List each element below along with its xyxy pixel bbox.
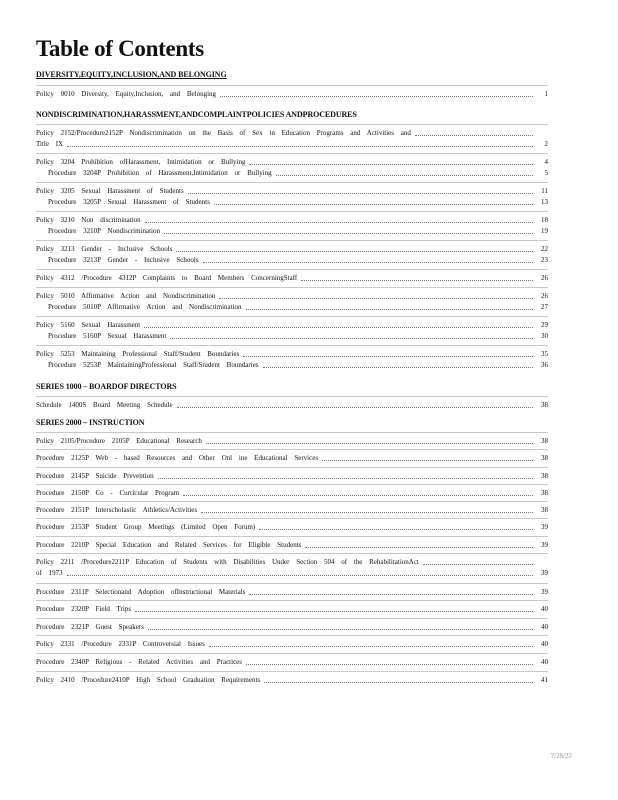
entry-title: Procedure 5160P Sexual Harassment	[48, 332, 167, 340]
dot-leader	[177, 407, 533, 408]
page-number: 39	[541, 569, 548, 577]
entry-divider	[36, 501, 548, 502]
toc-line	[36, 505, 548, 516]
toc-entry[interactable]	[36, 215, 548, 237]
dot-leader	[263, 367, 533, 368]
entry-title: Procedure 5010P Affirmative Action and Nondiscrimination	[48, 303, 242, 311]
toc-line	[36, 471, 548, 482]
toc-line	[36, 657, 548, 668]
entry-title: Policy 5160 Sexual Harassment	[36, 321, 141, 329]
dot-leader	[264, 682, 533, 683]
toc-entry[interactable]	[36, 557, 548, 579]
entry-divider	[36, 671, 548, 672]
toc-line	[36, 197, 548, 208]
entry-title: Procedure 2153P Student Group Meetings (Limited Open Forum)	[36, 523, 256, 531]
toc-entry[interactable]	[36, 273, 548, 284]
entry-title: Title IX	[36, 140, 64, 148]
page-number: 19	[541, 227, 548, 235]
page-number: 38	[541, 506, 548, 514]
dot-leader	[249, 164, 533, 165]
page-number: 30	[541, 332, 548, 340]
page-number: 29	[541, 321, 548, 329]
toc-line	[36, 273, 548, 284]
entry-title: Policy 2331 /Procedure 2331P Controversial Issues	[36, 640, 205, 648]
entry-title: Schedule 1400S Board Meeting Schedule	[36, 401, 173, 409]
dot-leader	[243, 356, 533, 357]
entry-divider	[36, 653, 548, 654]
page-number: 40	[541, 658, 548, 666]
entry-title: Policy 5253 Maintaining Professional Staff/Student Boundaries	[36, 350, 240, 358]
entry-title: Procedure 2210P Special Education and Related Services for Eligible Students	[36, 541, 302, 549]
entry-divider	[36, 618, 548, 619]
entry-divider	[36, 600, 548, 601]
toc-entry[interactable]	[36, 639, 548, 650]
toc-entry[interactable]	[36, 471, 548, 482]
page-number: 11	[541, 187, 548, 195]
page-number: 4	[544, 158, 548, 166]
dot-leader	[219, 298, 533, 299]
toc-entry[interactable]	[36, 244, 548, 266]
page-number: 27	[541, 303, 548, 311]
entry-divider	[36, 269, 548, 270]
entry-title: Procedure 3204P Prohibition of Harassment,Intimidation or Bullying	[48, 169, 272, 177]
toc-entry[interactable]	[36, 128, 548, 150]
toc-line	[36, 331, 548, 342]
entry-title: Procedure 5253P MaintainingProfessional Staff/Student Boundaries	[48, 361, 259, 369]
dot-leader	[305, 547, 533, 548]
entry-divider	[36, 484, 548, 485]
entry-divider	[36, 211, 548, 212]
dot-leader	[135, 611, 533, 612]
dot-leader	[188, 193, 533, 194]
entry-divider	[36, 553, 548, 554]
entry-divider	[36, 396, 548, 397]
toc-entry[interactable]	[36, 675, 548, 686]
entry-divider	[36, 153, 548, 154]
toc-entry[interactable]	[36, 604, 548, 615]
page-number: 40	[541, 605, 548, 613]
toc-line	[36, 255, 548, 266]
entry-divider	[36, 635, 548, 636]
toc-line	[36, 157, 548, 168]
entry-divider	[36, 182, 548, 183]
entry-divider	[36, 287, 548, 288]
toc-entry[interactable]	[36, 540, 548, 551]
entry-title: Policy 5010 Affirmative Action and Nondiscrimination	[36, 292, 216, 300]
toc-entry[interactable]	[36, 186, 548, 208]
dot-leader	[145, 222, 533, 223]
page-number: 38	[541, 401, 548, 409]
page-number: 39	[541, 523, 548, 531]
page-number: 5	[544, 169, 548, 177]
toc-line	[36, 639, 548, 650]
page-number: 36	[541, 361, 548, 369]
entry-divider	[36, 85, 548, 86]
entry-divider	[36, 583, 548, 584]
dot-leader	[148, 629, 533, 630]
dot-leader	[249, 594, 533, 595]
entry-title: of 1973	[36, 569, 63, 577]
entry-title: Policy 3204 Prohibition ofHarassment, Intimidation or Bullying	[36, 158, 246, 166]
entry-title: Procedure 2340P Religious - Related Activities and Practices	[36, 658, 243, 666]
entry-title: Policy 2105/Procedure 2105P Educational Research	[36, 437, 202, 445]
toc-line	[36, 436, 548, 447]
dot-leader	[276, 175, 533, 176]
toc-entry[interactable]	[36, 657, 548, 668]
entry-title: Policy 4312 /Procedure 4312P Complaints to Board Members ConcerningStaff	[36, 274, 298, 282]
page-title: Table of Contents	[36, 36, 204, 61]
dot-leader	[220, 96, 533, 97]
dot-leader	[423, 564, 533, 565]
toc-line	[36, 488, 548, 499]
dot-leader	[67, 575, 533, 576]
page-number: 26	[541, 292, 548, 300]
entry-divider	[36, 432, 548, 433]
entry-title: Procedure 2150P Co - Curricular Program	[36, 489, 180, 497]
toc-line	[36, 128, 548, 139]
toc-entry[interactable]	[36, 505, 548, 516]
toc-line	[36, 302, 548, 313]
entry-divider	[36, 345, 548, 346]
toc-line	[36, 186, 548, 197]
toc-entry[interactable]	[36, 400, 548, 411]
page-number: 39	[541, 588, 548, 596]
entry-title: Policy 0010 Diversity, Equity,Inclusion, and Belonging	[36, 90, 217, 98]
entry-divider	[36, 124, 548, 125]
toc-line	[36, 226, 548, 237]
toc-line	[36, 320, 548, 331]
dot-leader	[206, 443, 533, 444]
entry-title: Procedure 2145P Suicide Prevention	[36, 472, 154, 480]
toc-line	[36, 349, 548, 360]
entry-title: Procedure 2125P Web - based Resources and Other Onl ine Educational Services	[36, 454, 319, 462]
toc-entry[interactable]	[36, 622, 548, 633]
section-heading: SERIES 2000 – INSTRUCTION	[36, 418, 145, 427]
entry-divider	[36, 240, 548, 241]
dot-leader	[203, 262, 533, 263]
page-number: 38	[541, 472, 548, 480]
dot-leader	[301, 280, 533, 281]
toc-entry[interactable]	[36, 157, 548, 179]
toc-line	[36, 453, 548, 464]
toc-entry[interactable]	[36, 320, 548, 342]
dot-leader	[209, 646, 533, 647]
page-number: 41	[541, 676, 548, 684]
page-number: 40	[541, 623, 548, 631]
entry-title: Procedure 3205P Sexual Harassment of Students	[48, 198, 210, 206]
toc-line	[36, 604, 548, 615]
toc-entry[interactable]	[36, 89, 548, 100]
page-number: 18	[541, 216, 548, 224]
entry-title: Procedure 3210P Nondiscrimination	[48, 227, 161, 235]
page-number: 13	[541, 198, 548, 206]
dot-leader	[183, 495, 533, 496]
toc-line	[36, 168, 548, 179]
toc-line	[36, 89, 548, 100]
dot-leader	[415, 135, 533, 136]
page-number: 26	[541, 274, 548, 282]
toc-entry[interactable]	[36, 453, 548, 464]
dot-leader	[259, 529, 533, 530]
page-number: 35	[541, 350, 548, 358]
toc-line	[36, 215, 548, 226]
toc-entry[interactable]	[36, 291, 548, 313]
entry-title: Policy 2211 /Procedure2211P Education of Students with Disabilities Under Section 504 of the RehabilitationAct	[36, 558, 419, 566]
dot-leader	[214, 204, 533, 205]
toc-line	[36, 557, 548, 568]
dot-leader	[322, 460, 533, 461]
entry-divider	[36, 518, 548, 519]
page-number: 38	[541, 437, 548, 445]
toc-line	[36, 522, 548, 533]
dot-leader	[246, 309, 533, 310]
page-number: 22	[541, 245, 548, 253]
page-number: 2	[544, 140, 548, 148]
toc-line	[36, 400, 548, 411]
toc-entry[interactable]	[36, 488, 548, 499]
dot-leader	[158, 478, 533, 479]
entry-title: Policy 3210 Non discrimination	[36, 216, 141, 224]
dot-leader	[170, 338, 533, 339]
toc-line	[36, 291, 548, 302]
entry-title: Policy 3205 Sexual Harassment of Students	[36, 187, 184, 195]
toc-entry[interactable]	[36, 522, 548, 533]
toc-line	[36, 244, 548, 255]
entry-title: Procedure 2320P Field Trips	[36, 605, 132, 613]
dot-leader	[164, 233, 533, 234]
toc-entry[interactable]	[36, 436, 548, 447]
page-number: 1	[544, 90, 548, 98]
entry-title: Procedure 2151P Interscholastic Athletics/Activities	[36, 506, 198, 514]
entry-title: Policy 2410 /Procedure2410P High School Graduation Requirements	[36, 676, 261, 684]
page-number: 39	[541, 541, 548, 549]
toc-line	[36, 139, 548, 150]
dot-leader	[176, 251, 533, 252]
dot-leader	[201, 512, 533, 513]
toc-line	[36, 675, 548, 686]
entry-divider	[36, 449, 548, 450]
entry-title: Policy 3213 Gender - Inclusive Schools	[36, 245, 173, 253]
page-number: 38	[541, 489, 548, 497]
entry-title: Procedure 3213P Gender - Inclusive Schools	[48, 256, 199, 264]
page-number: 38	[541, 454, 548, 462]
toc-line	[36, 540, 548, 551]
entry-divider	[36, 467, 548, 468]
toc-entry[interactable]	[36, 587, 548, 598]
toc-line	[36, 587, 548, 598]
footer-date: 7/28/22	[550, 752, 572, 760]
entry-divider	[36, 536, 548, 537]
entry-divider	[36, 316, 548, 317]
toc-line	[36, 360, 548, 371]
section-heading: SERIES 1000 – BOARDOF DIRECTORS	[36, 382, 177, 391]
dot-leader	[67, 146, 533, 147]
section-heading: DIVERSITY,EQUITY,INCLUSION,AND BELONGING	[36, 70, 227, 79]
entry-title: Procedure 2311P Selectionand Adoption ofInstructional Materials	[36, 588, 246, 596]
dot-leader	[246, 664, 533, 665]
toc-line	[36, 622, 548, 633]
toc-line	[36, 568, 548, 579]
toc-entry[interactable]	[36, 349, 548, 371]
entry-title: Procedure 2321P Guest Speakers	[36, 623, 144, 631]
entry-title: Policy 2152/Procedure2152P Nondiscrimination on the Basis of Sex in Education Programs and Activities and	[36, 129, 411, 137]
page-number: 23	[541, 256, 548, 264]
section-heading: NONDISCRIMINATION,HARASSMENT,ANDCOMPLAINTPOLICIES ANDPROCEDURES	[36, 110, 357, 119]
page-number: 40	[541, 640, 548, 648]
dot-leader	[144, 327, 533, 328]
